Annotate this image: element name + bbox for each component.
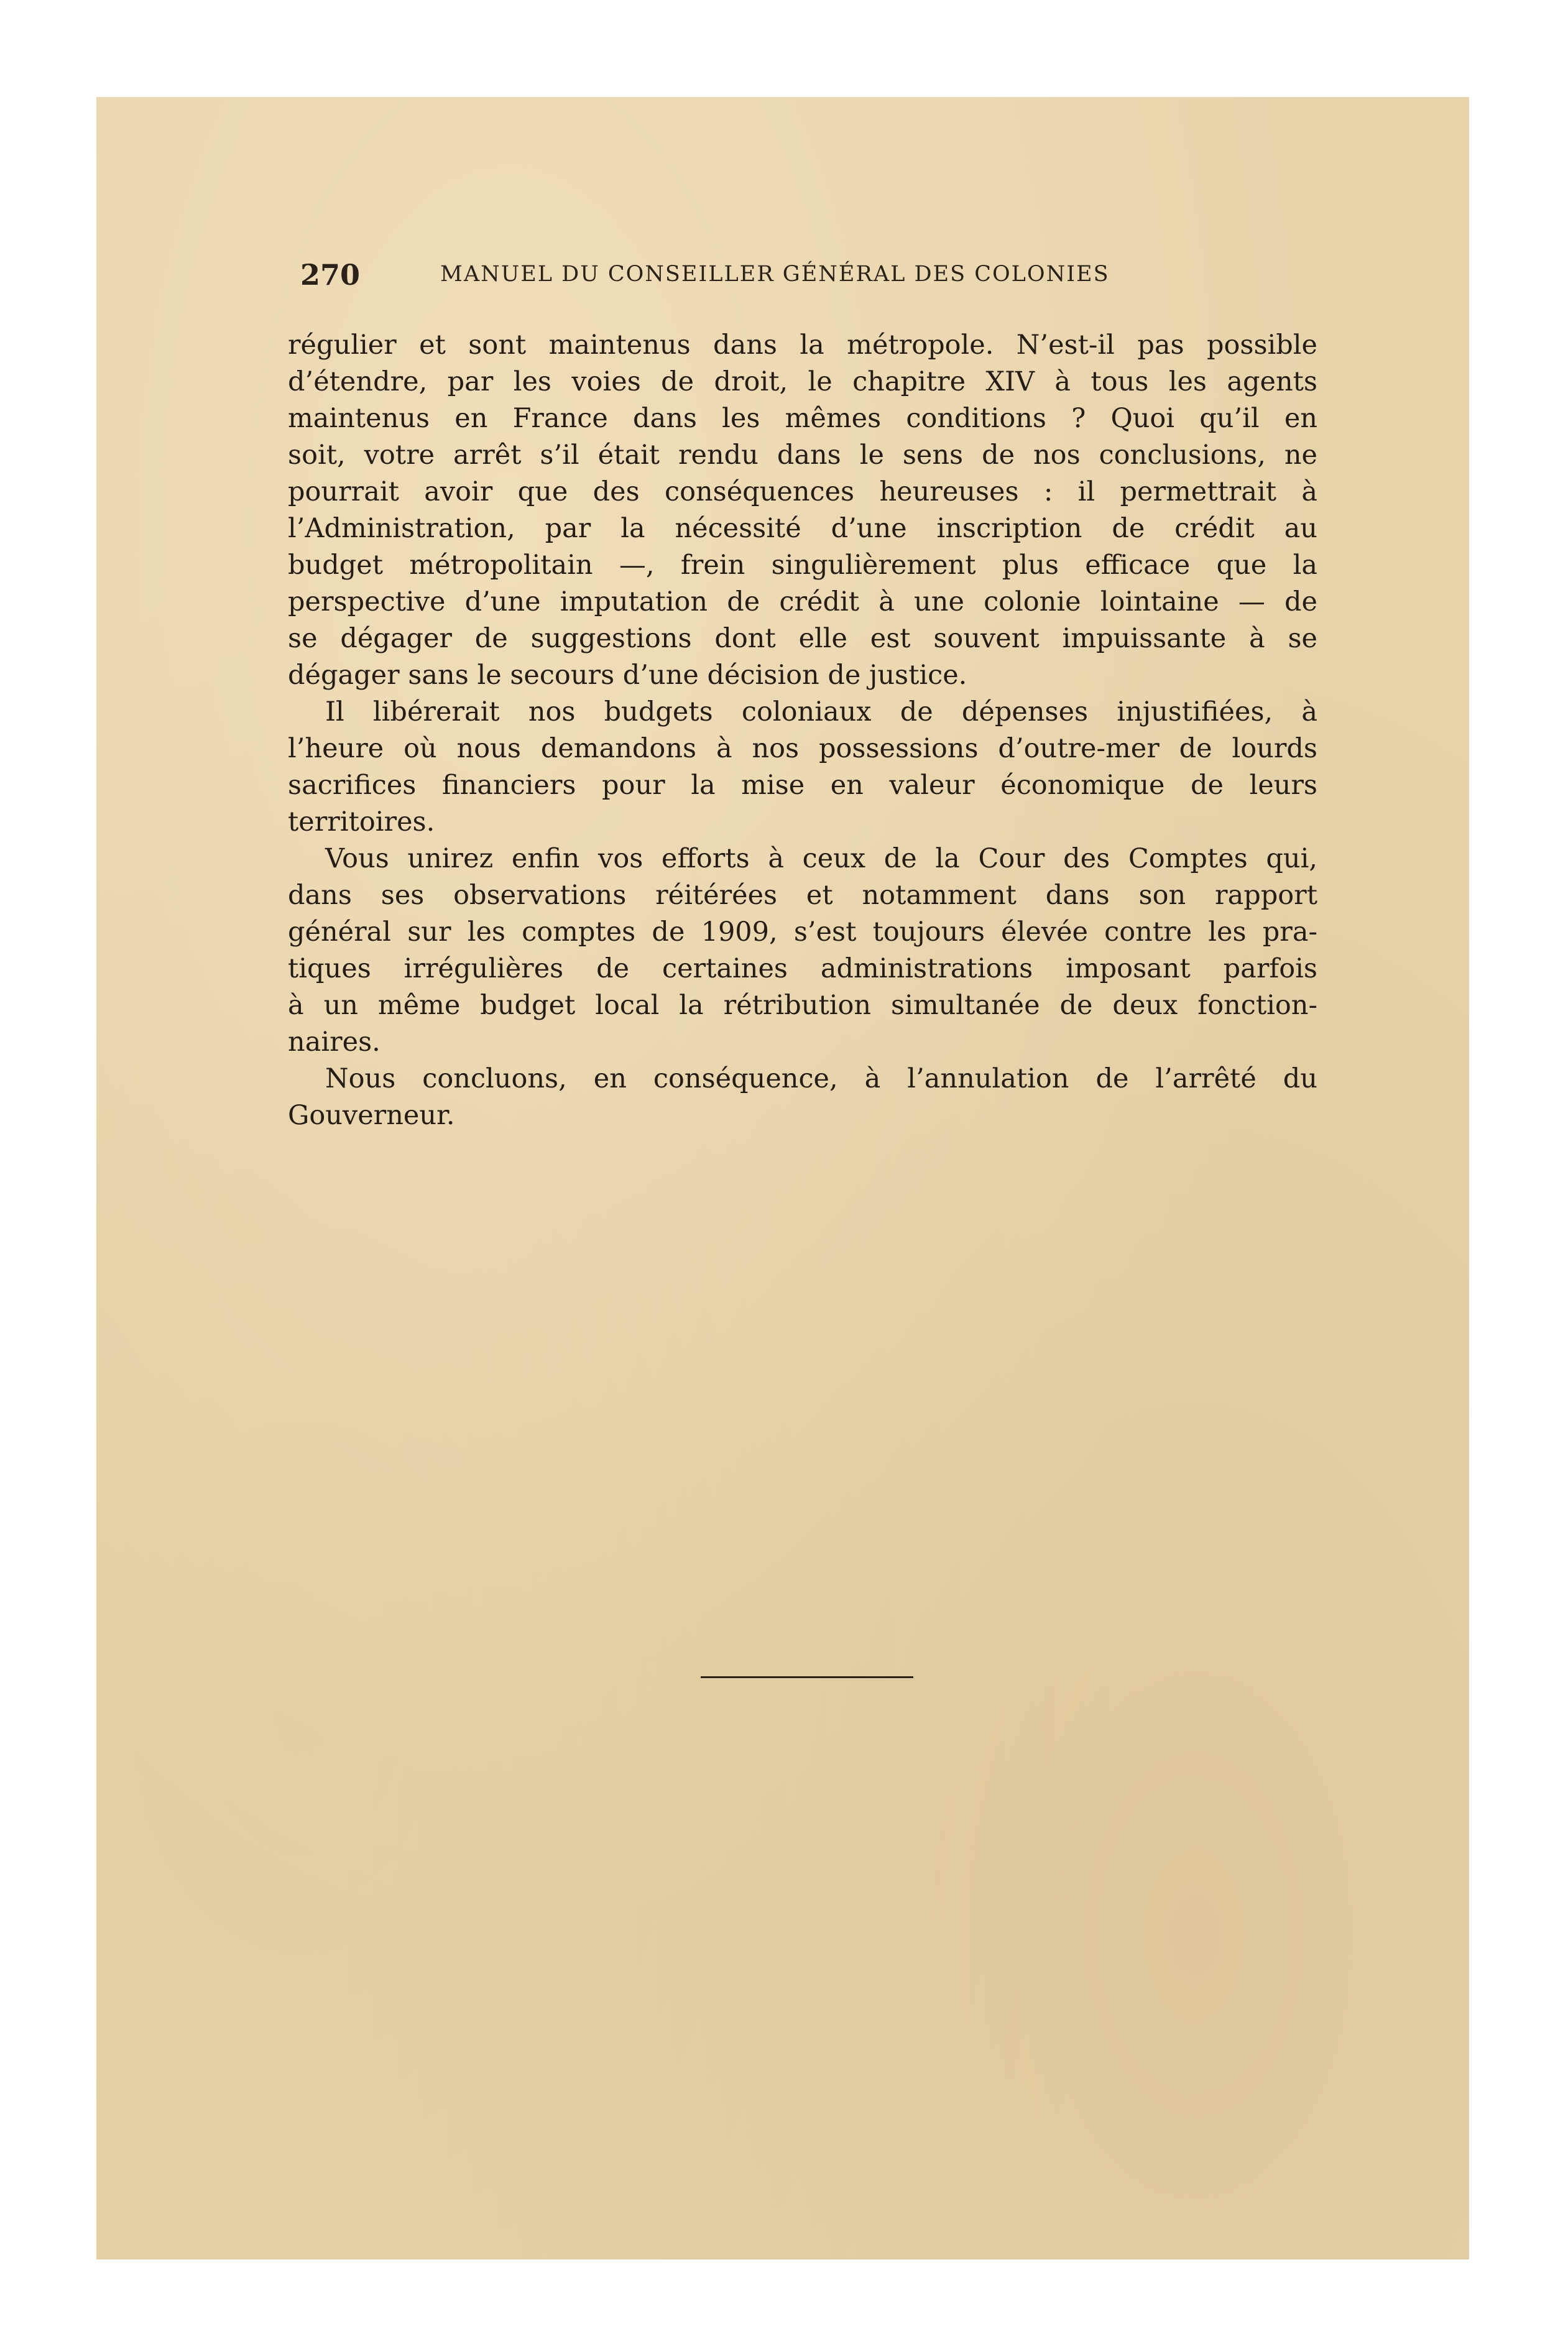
text-line: à un même budget local la rétribution simultanée de deux fonction- xyxy=(288,990,1317,1021)
text-line: Gouverneur. xyxy=(288,1100,455,1131)
text-line: d’étendre, par les voies de droit, le chapitre XIV à tous les agents xyxy=(288,366,1317,397)
text-line: territoires. xyxy=(288,806,435,838)
text-line: se dégager de suggestions dont elle est souvent impuissante à se xyxy=(288,623,1317,654)
text-line: naires. xyxy=(288,1027,380,1058)
text-line: sacrifices financiers pour la mise en valeur économique de leurs xyxy=(288,770,1317,801)
text-line: régulier et sont maintenus dans la métropole. N’est-il pas possible xyxy=(288,330,1317,361)
text-line: l’Administration, par la nécessité d’une inscription de crédit au xyxy=(288,513,1317,544)
text-line: dans ses observations réitérées et notamment dans son rapport xyxy=(288,880,1317,911)
running-title: MANUEL DU CONSEILLER GÉNÉRAL DES COLONIES xyxy=(440,262,1110,287)
text-line: maintenus en France dans les mêmes conditions ? Quoi qu’il en xyxy=(288,403,1317,434)
text-line: dégager sans le secours d’une décision de justice. xyxy=(288,660,967,691)
text-line: budget métropolitain —, frein singulièrement plus efficace que la xyxy=(288,550,1317,581)
text-line: Nous concluons, en conséquence, à l’annulation de l’arrêté du xyxy=(325,1063,1317,1094)
page-number: 270 xyxy=(300,258,361,292)
book-page xyxy=(96,97,1469,2259)
text-line: perspective d’une imputation de crédit à une colonie lointaine — de xyxy=(288,586,1317,617)
text-line: tiques irrégulières de certaines administrations imposant parfois xyxy=(288,953,1317,984)
page-header xyxy=(300,258,1270,295)
text-line: Vous unirez enfin vos efforts à ceux de la Cour des Comptes qui, xyxy=(325,843,1317,874)
end-rule xyxy=(701,1676,913,1678)
text-line: général sur les comptes de 1909, s’est toujours élevée contre les pra- xyxy=(288,916,1317,948)
text-line: pourrait avoir que des conséquences heureuses : il permettrait à xyxy=(288,476,1317,507)
text-line: Il libérerait nos budgets coloniaux de dépenses injustifiées, à xyxy=(325,696,1317,727)
text-line: l’heure où nous demandons à nos possessions d’outre-mer de lourds xyxy=(288,733,1317,764)
body-text xyxy=(288,327,1317,1134)
text-line: soit, votre arrêt s’il était rendu dans le sens de nos conclusions, ne xyxy=(288,440,1317,471)
